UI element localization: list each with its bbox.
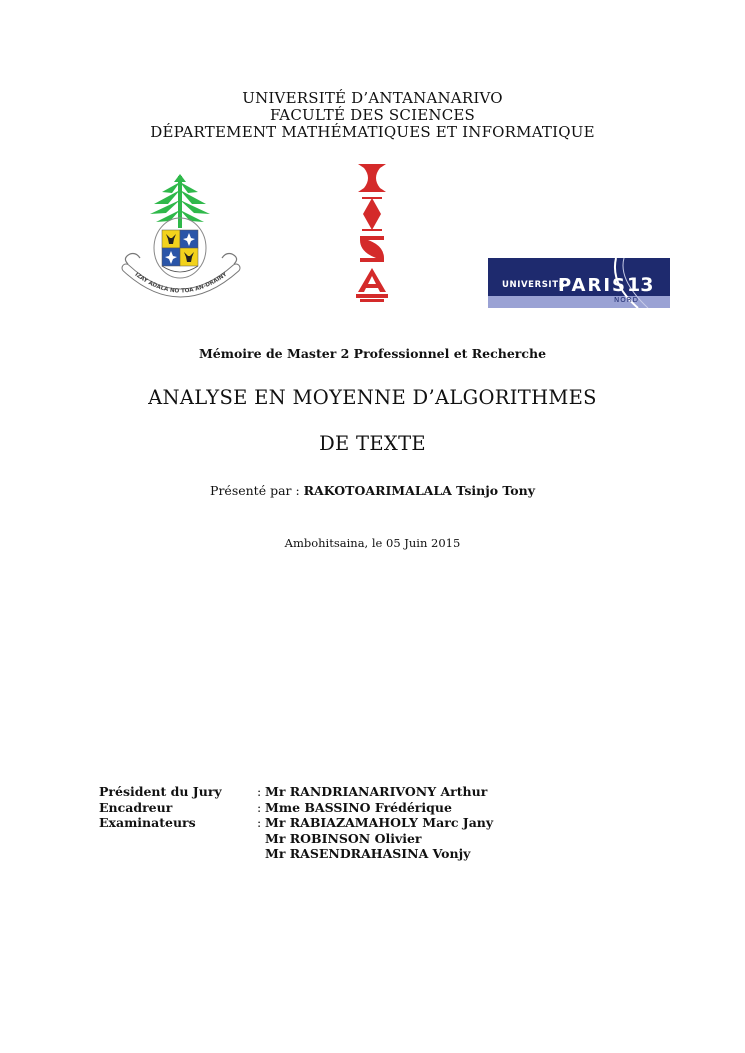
thesis-type: Mémoire de Master 2 Professionnel et Recherche bbox=[198, 346, 547, 361]
jury-colon: : bbox=[257, 784, 262, 799]
universite-paris-13-logo bbox=[488, 258, 670, 308]
jury-row bbox=[99, 846, 493, 862]
jury-name: Mme BASSINO Frédérique bbox=[265, 799, 452, 815]
jury-colon bbox=[257, 831, 265, 847]
jury-row bbox=[99, 800, 493, 816]
presenter-label: Présenté par : bbox=[210, 483, 300, 498]
p13-universite-label: UNIVERSITÉ bbox=[502, 280, 565, 290]
jury-role: Examinateurs bbox=[99, 815, 196, 830]
jury-name: Mr RANDRIANARIVONY Arthur bbox=[265, 784, 488, 799]
p13-nord-label: NORD bbox=[614, 296, 639, 304]
jury-name: Mr RASENDRAHASINA Vonjy bbox=[265, 846, 471, 861]
jury-colon bbox=[257, 846, 265, 862]
jury-colon: : bbox=[257, 815, 262, 830]
thesis-title-line2: DE TEXTE bbox=[319, 432, 426, 455]
jury-role: Président du Jury bbox=[99, 784, 222, 799]
university-name: UNIVERSITÉ D’ANTANANARIVO bbox=[242, 89, 503, 107]
jury-row bbox=[99, 784, 493, 800]
jury-role bbox=[99, 846, 257, 862]
jury-role bbox=[99, 831, 257, 847]
department-name: DÉPARTEMENT MATHÉMATIQUES ET INFORMATIQUE bbox=[150, 123, 595, 141]
jury-row bbox=[99, 815, 493, 831]
p13-number-label: 13 bbox=[627, 274, 654, 296]
jury-role: Encadreur bbox=[99, 799, 173, 815]
jury-colon: : bbox=[257, 799, 262, 815]
presenter-name: RAKOTOARIMALALA Tsinjo Tony bbox=[303, 483, 535, 498]
jury-name: Mr ROBINSON Olivier bbox=[265, 830, 422, 846]
crest-motto: IZAY ADALA NO TOA AN-DRAINY bbox=[133, 271, 229, 295]
jury-name: Mr RABIAZAMAHOLY Marc Jany bbox=[265, 815, 494, 830]
jury-row bbox=[99, 831, 493, 847]
jury-list bbox=[99, 784, 493, 862]
presenter-line bbox=[0, 483, 745, 498]
department-emblem-logo bbox=[352, 160, 392, 304]
thesis-title-line1: ANALYSE EN MOYENNE D’ALGORITHMES bbox=[148, 386, 597, 409]
place-date: Ambohitsaina, le 05 Juin 2015 bbox=[284, 536, 461, 550]
university-antananarivo-logo bbox=[120, 168, 242, 314]
p13-paris-label: PARIS bbox=[558, 275, 627, 296]
faculty-name: FACULTÉ DES SCIENCES bbox=[270, 106, 475, 124]
